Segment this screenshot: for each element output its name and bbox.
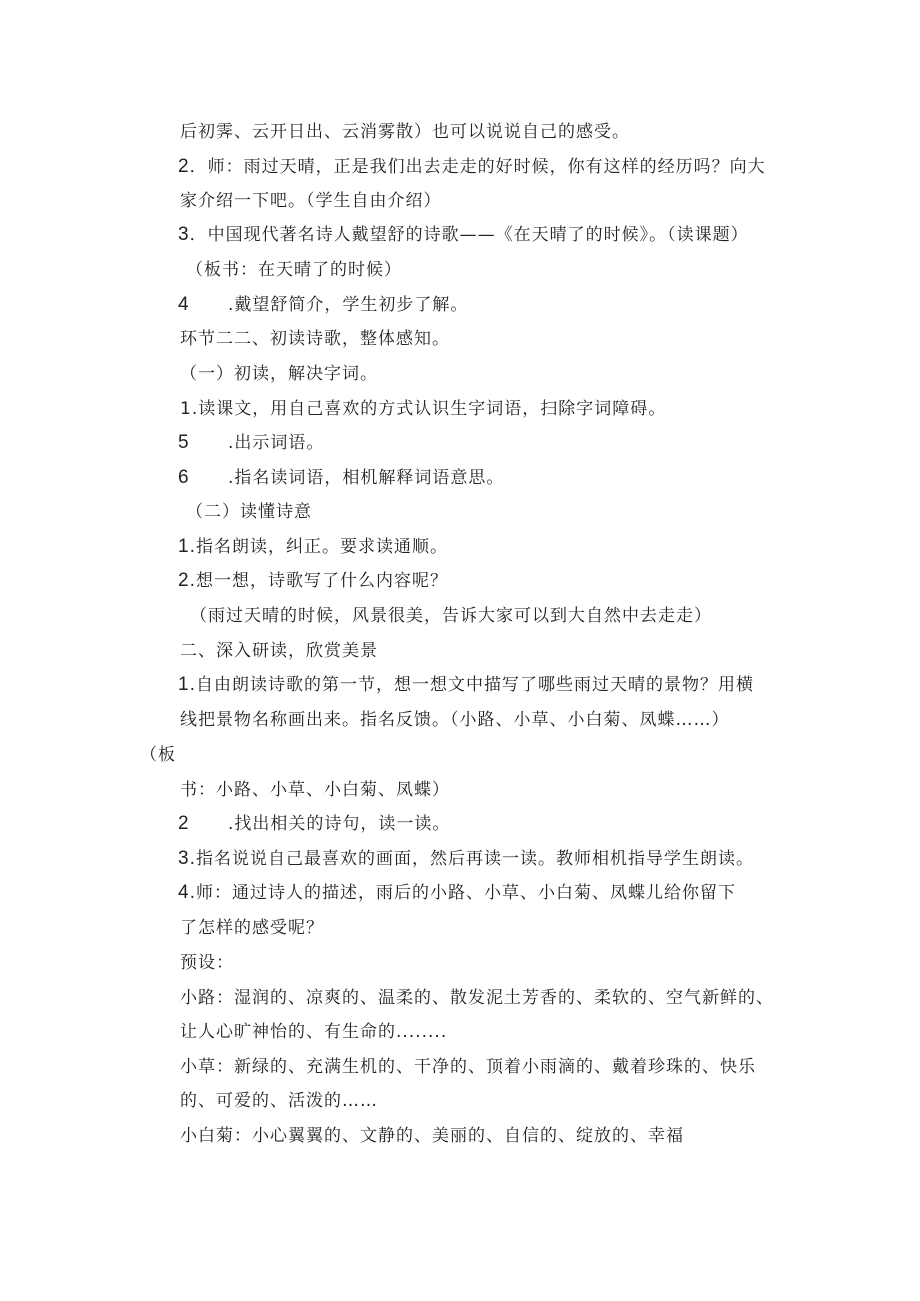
line-text: .想一想，诗歌写了什么内容呢？ [189, 571, 448, 591]
text-line [178, 467, 504, 489]
line-text: .戴望舒简介，学生初步了解。 [228, 295, 469, 315]
line-text: 小路：湿润的、凉爽的、温柔的、散发泥土芳香的、柔软的、空气新鲜的、 [180, 988, 774, 1008]
line-text: 的、可爱的、活泼的…… [180, 1091, 378, 1111]
line-text: .指名朗读，纠正。要求读通顺。 [189, 537, 448, 557]
list-number: 5 [178, 432, 190, 453]
line-text: （板 [140, 745, 176, 765]
text-line [180, 987, 774, 1009]
section-heading [180, 640, 378, 662]
list-number: 6 [178, 467, 190, 488]
line-text: .师：通过诗人的描述，雨后的小路、小草、小白菊、凤蝶儿给你留下 [189, 883, 736, 903]
text-line [180, 1056, 756, 1078]
line-text: 小草：新绿的、充满生机的、干净的、顶着小雨滴的、戴着珍珠的、快乐 [180, 1057, 756, 1077]
line-text: 后初霁、云开日出、云消雾散）也可以说说自己的感受。 [180, 122, 630, 142]
line-text: ．师：雨过天晴，正是我们出去走走的好时候，你有这样的经历吗？向大 [189, 157, 766, 177]
line-text: 线把景物名称画出来。指名反馈。（小路、小草、小白菊、凤蝶……） [180, 710, 730, 730]
section-heading [180, 328, 450, 350]
list-number: 1 [178, 536, 190, 557]
list-number: 2 [178, 813, 190, 834]
line-text: 书：小路、小草、小白菊、凤蝶） [180, 780, 450, 800]
line-text: .出示词语。 [228, 433, 325, 453]
text-line [180, 121, 630, 143]
text-line [140, 744, 176, 766]
line-text: 环节二二、初读诗歌，整体感知。 [180, 329, 450, 349]
text-line [180, 1125, 684, 1147]
text-line [178, 848, 754, 870]
list-number: 2 [178, 570, 190, 591]
list-number: 4 [178, 882, 190, 903]
list-number: 1 [178, 674, 190, 695]
line-text: （雨过天晴的时候，风景很美，告诉大家可以到大自然中去走走） [190, 606, 712, 626]
text-line [178, 432, 324, 454]
line-text: 家介绍一下吧。（学生自由介绍） [180, 191, 442, 211]
text-line [180, 398, 666, 420]
text-line [178, 882, 736, 904]
text-line [178, 813, 450, 835]
line-text: 小白菊：小心翼翼的、文静的、美丽的、自信的、绽放的、幸福 [180, 1126, 684, 1146]
text-line [178, 156, 766, 178]
text-line [180, 952, 234, 974]
text-line [178, 294, 468, 316]
text-line [178, 536, 448, 558]
text-line [180, 1090, 378, 1112]
line-text: .找出相关的诗句，读一读。 [228, 814, 451, 834]
line-text: .指名读词语，相机解释词语意思。 [228, 468, 505, 488]
text-line [180, 779, 450, 801]
line-text: 二、深入研读，欣赏美景 [180, 641, 378, 661]
text-line [180, 709, 730, 731]
subsection-heading [180, 363, 378, 385]
text-line [186, 259, 402, 281]
line-text: （板书：在天晴了的时候） [186, 260, 402, 280]
line-text: 1.读课文，用自己喜欢的方式认识生字词语，扫除字词障碍。 [180, 399, 667, 419]
text-line [178, 674, 754, 696]
line-text: 了怎样的感受呢？ [180, 918, 324, 938]
list-number: 4 [178, 294, 190, 315]
text-line [190, 605, 712, 627]
text-line [178, 570, 448, 592]
line-text: （二）读懂诗意 [186, 502, 312, 522]
line-text: .自由朗读诗歌的第一节，想一想文中描写了哪些雨过天晴的景物？用横 [189, 675, 754, 695]
line-text: .指名说说自己最喜欢的画面，然后再读一读。教师相机指导学生朗读。 [189, 849, 754, 869]
subsection-heading [186, 501, 312, 523]
text-line [180, 917, 324, 939]
text-line [180, 1021, 447, 1043]
list-number: 2 [178, 156, 190, 177]
line-text: 让人心旷神怡的、有生命的........ [180, 1022, 448, 1042]
line-text: （一）初读，解决字词。 [180, 364, 378, 384]
line-text: 预设： [180, 953, 234, 973]
text-line [180, 190, 442, 212]
text-line [178, 224, 749, 246]
list-number: 3 [178, 224, 190, 245]
list-number: 3 [178, 848, 190, 869]
line-text: ．中国现代著名诗人戴望舒的诗歌——《在天晴了的时候》。（读课题） [189, 225, 749, 245]
